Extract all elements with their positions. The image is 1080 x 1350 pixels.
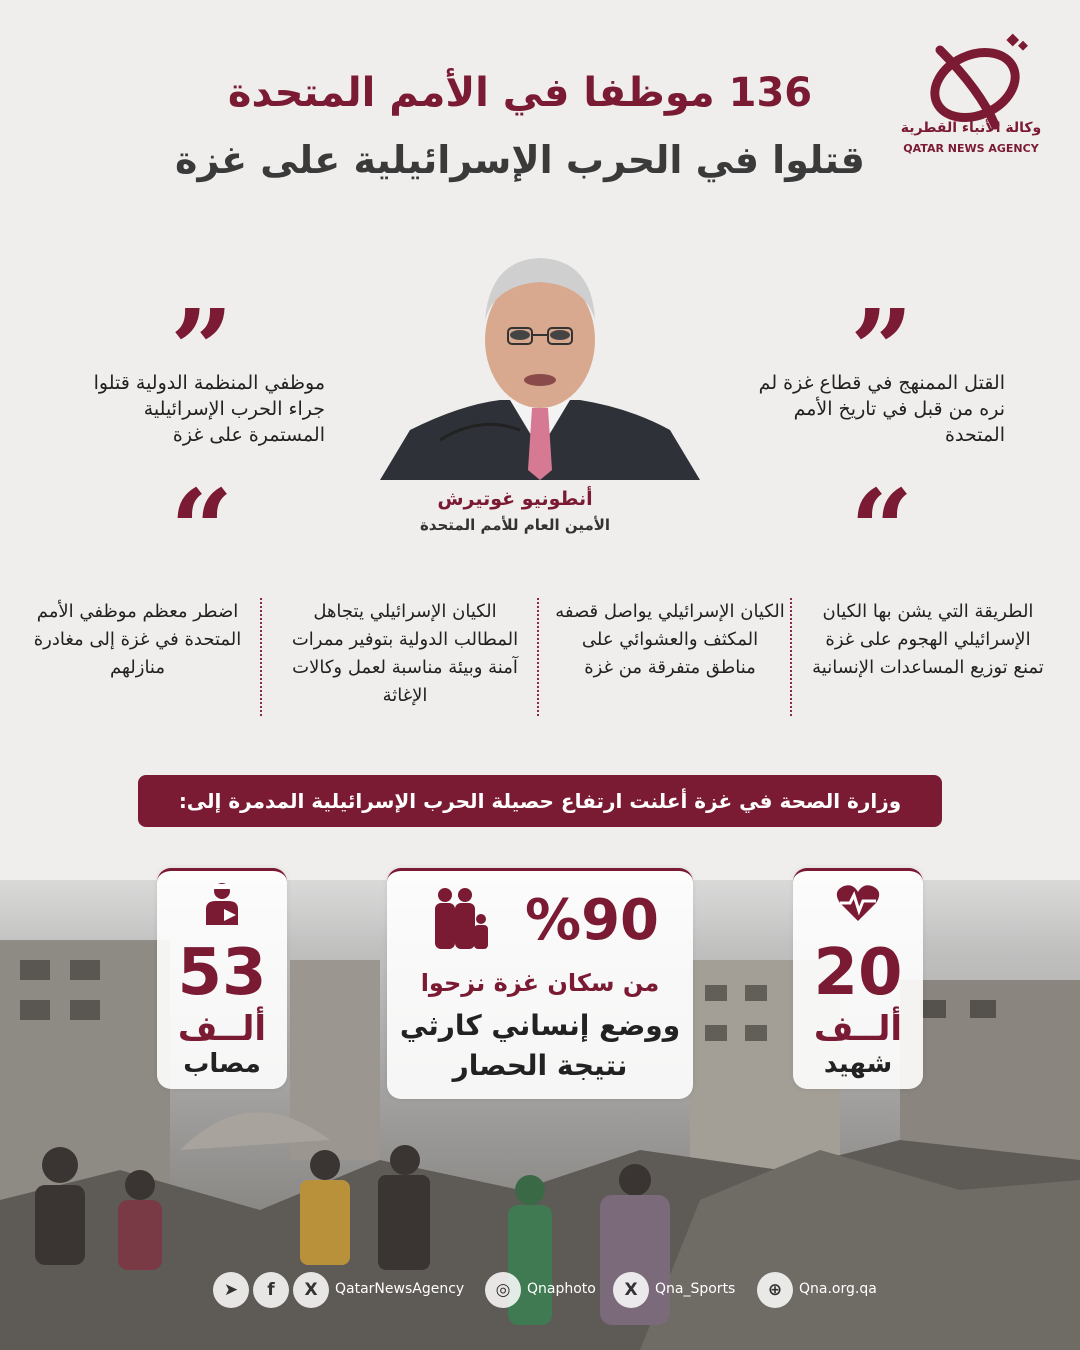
injured-unit: ألــف xyxy=(177,1009,267,1049)
logo-english-name: QATAR NEWS AGENCY xyxy=(903,142,1039,155)
health-ministry-banner: وزارة الصحة في غزة أعلنت ارتفاع حصيلة الحرب الإسرائيلية المدمرة إلى: xyxy=(138,775,942,827)
quote-open-icon-left: ” xyxy=(170,285,234,414)
quote-open-icon-right: ” xyxy=(850,285,914,414)
x-sports-icon[interactable]: X xyxy=(613,1272,649,1308)
handle-instagram[interactable]: Qnaphoto xyxy=(527,1281,596,1297)
column-divider xyxy=(790,598,792,716)
injured-number: 53 xyxy=(177,936,267,1010)
handle-sports[interactable]: Qna_Sports xyxy=(655,1281,736,1297)
qna-logo xyxy=(900,30,1050,160)
heartbeat-icon xyxy=(836,883,880,923)
quote-close-icon-right: “ xyxy=(850,465,914,594)
social-footer xyxy=(205,1272,895,1316)
stat-card-killed xyxy=(793,868,923,1089)
displaced-line3: نتيجة الحصار xyxy=(452,1049,628,1082)
handle-main[interactable]: QatarNewsAgency xyxy=(335,1281,465,1297)
instagram-icon[interactable]: ◎ xyxy=(485,1272,521,1308)
telegram-icon[interactable]: ➤ xyxy=(213,1272,249,1308)
displaced-percent: %90 xyxy=(524,888,660,953)
speaker-name: أنطونيو غوتيرش xyxy=(437,488,593,510)
column-divider xyxy=(537,598,539,716)
killed-label: شهيد xyxy=(823,1049,893,1079)
killed-number: 20 xyxy=(813,936,903,1010)
column-2: الكيان الإسرائيلي يواصل قصفه المكثف والعشوائي على مناطق متفرقة من غزة xyxy=(555,601,785,678)
column-3: الكيان الإسرائيلي يتجاهل المطالب الدولية بتوفير ممرات آمنة وبيئة مناسبة لعمل وكالات الإغاثة xyxy=(291,601,519,706)
displaced-line1: من سكان غزة نزحوا xyxy=(420,969,660,997)
injured-person-icon xyxy=(204,881,240,925)
quote-close-icon-left: “ xyxy=(170,465,234,594)
stat-card-injured xyxy=(157,868,287,1089)
column-divider xyxy=(260,598,262,716)
page-subtitle: قتلوا في الحرب الإسرائيلية على غزة xyxy=(175,138,865,182)
quote-right: القتل الممنهج في قطاع غزة لم نره من قبل في تاريخ الأمم المتحدة xyxy=(758,372,1005,446)
family-icon xyxy=(431,887,491,951)
injured-label: مصاب xyxy=(183,1049,261,1079)
page-title: 136 موظفا في الأمم المتحدة xyxy=(227,70,813,116)
website-link[interactable]: Qna.org.qa xyxy=(799,1281,877,1297)
stat-card-displaced xyxy=(387,868,693,1099)
killed-unit: ألــف xyxy=(813,1009,903,1049)
speaker-role: الأمين العام للأمم المتحدة xyxy=(419,516,611,534)
globe-icon[interactable]: ⊕ xyxy=(757,1272,793,1308)
displaced-line2: ووضع إنساني كارثي xyxy=(399,1009,681,1042)
logo-arabic-name: وكالة الأنباء القطرية xyxy=(900,120,1042,136)
x-icon[interactable]: X xyxy=(293,1272,329,1308)
speaker-portrait xyxy=(380,240,700,480)
quote-left: موظفي المنظمة الدولية قتلوا جراء الحرب الإسرائيلية المستمرة على غزة xyxy=(93,372,325,446)
facebook-icon[interactable]: f xyxy=(253,1272,289,1308)
column-4: اضطر معظم موظفي الأمم المتحدة في غزة إلى مغادرة منازلهم xyxy=(33,601,242,678)
column-1: الطريقة التي يشن بها الكيان الإسرائيلي الهجوم على غزة تمنع توزيع المساعدات الإنسانية xyxy=(812,601,1044,678)
